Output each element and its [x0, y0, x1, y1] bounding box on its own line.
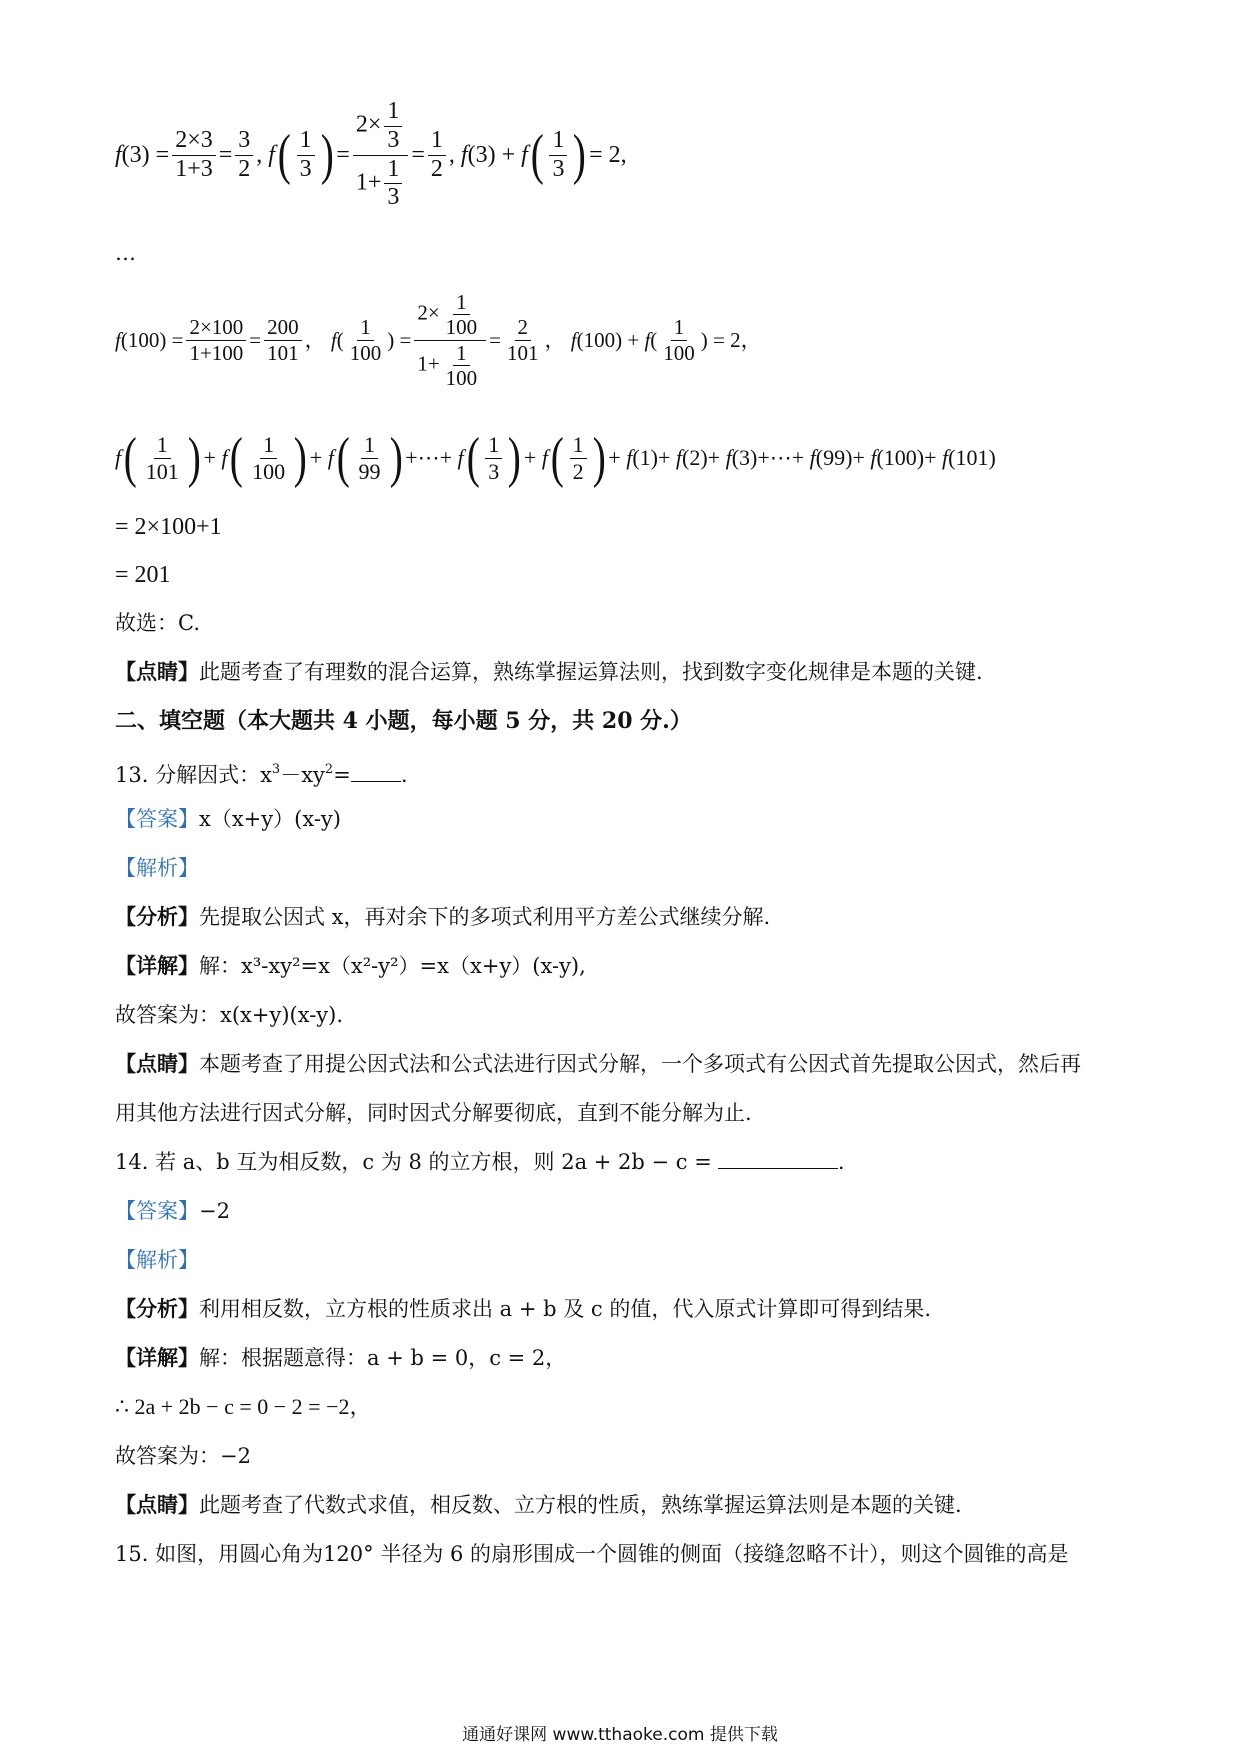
answer-blank	[351, 781, 401, 782]
q13-comment-line1: 【点睛】本题考查了用提公因式法和公式法进行因式分解，一个多项式有公因式首先提取公因式，然后再	[115, 1051, 1081, 1076]
q14-answer: 【答案】−2	[115, 1199, 230, 1223]
answer-text: x（x+y）(x-y)	[199, 807, 341, 831]
q14-final: 故答案为：−2	[115, 1444, 251, 1468]
q14-fenxi: 【分析】利用相反数，立方根的性质求出 a + b 及 c 的值，代入原式计算即可得到结果.	[115, 1296, 932, 1321]
answer-tag: 【答案】	[115, 807, 199, 831]
q14-stem: 14. 若 a、b 互为相反数，c 为 8 的立方根，则 2a + 2b − c = .	[115, 1150, 845, 1174]
q13-final: 故答案为：x(x+y)(x-y).	[115, 1003, 344, 1027]
ellipsis: …	[115, 241, 136, 265]
f3-equation: f (3) = $\frac{2\times 3}{1+3}$ = $\frac{3}{2}$ , f ( $\frac{1}{3}$ ) = 2× $\frac{1}{3}$ 1+ $\frac{1}{3}$ = $\frac{1}{2}$ , f (3) + f ( $\frac{1}{3}$ ) = 2,	[115, 98, 627, 211]
q13-fenxi: 【分析】先提取公因式 x，再对余下的多项式利用平方差公式继续分解.	[115, 904, 771, 929]
q12-comment	[115, 657, 983, 687]
section-heading: 二、填空题（本大题共 4 小题，每小题 5 分，共 20 分.）	[115, 708, 692, 734]
q13-comment-line2: 用其他方法进行因式分解，同时因式分解要彻底，直到不能分解为止.	[115, 1101, 752, 1125]
q14-therefore: ∴ 2a + 2b − c = 0 − 2 = −2，	[115, 1394, 372, 1419]
q13-xiangjie: 【详解】解：x³-xy²=x（x²-y²）=x（x+y）(x-y),	[115, 953, 586, 978]
sum-expression: f ( $\frac{1}{101}$ ) + f ( $\frac{1}{100}$ ) + f ( $\frac{1}{99}$ ) +⋯+ f ( $\frac{1}{3}$ ) + f ( $\frac{1}{2}$ ) + f (1)+ f (2)+ f (3)+⋯+ f (99)+ f (100)+ f (101)	[115, 427, 996, 489]
q13-stem: 13. 分解因式：$x^3-xy^2=$ .	[115, 762, 408, 787]
comment-tag: 【点睛】	[115, 659, 199, 684]
q13-analysis-tag: 【解析】	[115, 856, 199, 880]
footer-watermark: 通通好课网 www.tthaoke.com 提供下载	[462, 1725, 778, 1745]
answer-blank	[718, 1168, 838, 1169]
q14-xiangjie: 【详解】解：根据题意得：a + b = 0，c = 2，	[115, 1345, 567, 1370]
sum-step1: = 2×100+1	[115, 514, 222, 540]
q12-choice: 故选：C.	[115, 611, 200, 635]
comment-text: 此题考查了有理数的混合运算，熟练掌握运算法则，找到数字变化规律是本题的关键.	[199, 660, 983, 684]
q15-stem: 15. 如图，用圆心角为120° 半径为 6 的扇形围成一个圆锥的侧面（接缝忽略不计），则这个圆锥的高是	[115, 1542, 1069, 1566]
q14-comment: 【点睛】此题考查了代数式求值，相反数、立方根的性质，熟练掌握运算法则是本题的关键.	[115, 1492, 962, 1517]
q13-answer	[115, 804, 341, 834]
sum-result: = 201	[115, 562, 171, 588]
q14-analysis-tag: 【解析】	[115, 1248, 199, 1272]
f100-equation: f (100) = $\frac{2\times 100}{1+100}$ = $\frac{200}{101}$ ， f ( $\frac{1}{100}$ ) = 2× $\frac{1}{100}$ 1+ $\frac{1}{100}$ = $\frac{2}{101}$ ， f (100) + f ( $\frac{1}{100}$ ) = 2，	[115, 290, 762, 390]
